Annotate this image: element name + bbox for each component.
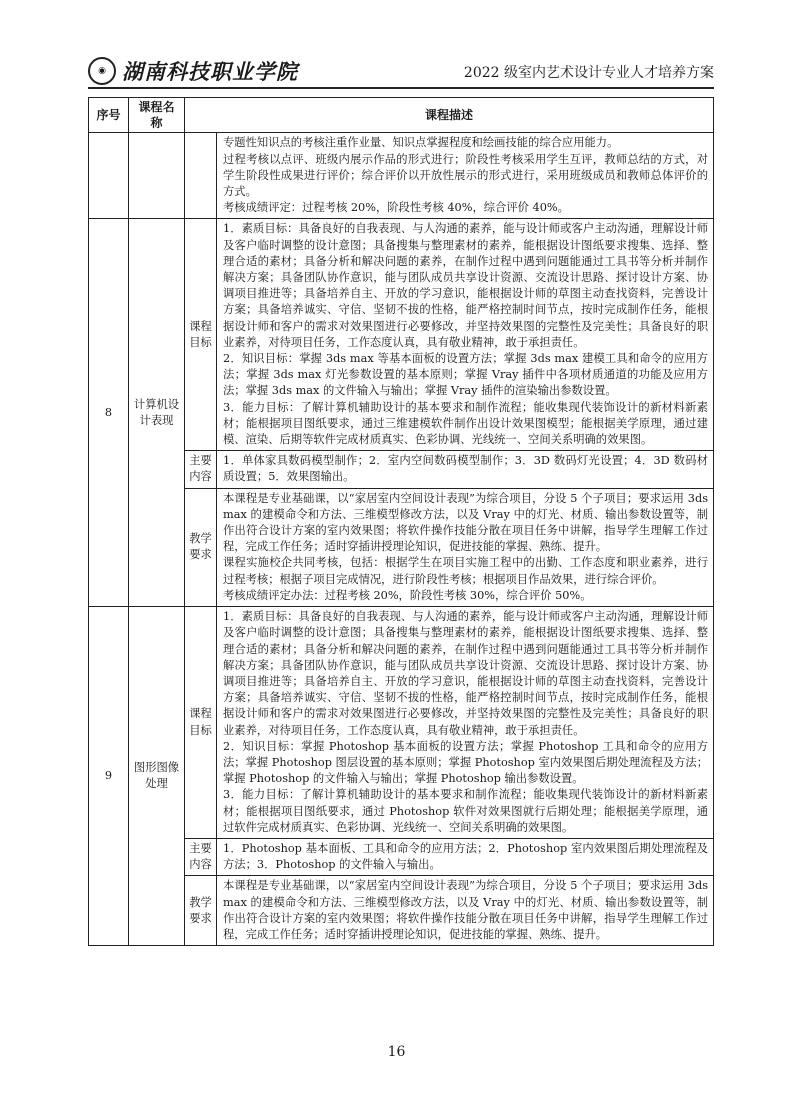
desc-paragraph: 本课程是专业基础课，以“家居室内空间设计表现”为综合项目，分设 5 个子项目；要求运用 3ds max 的建模命令和方法、三维模型修改方法，以及 Vray 中的灯光、材质、输出参数设置等，制作出符合设计方案的室内效果图；将软件操作技能分散在项目任务中讲解，指导学生理解工作过程，完成工作任务；适时穿插讲授理论知识，促进技能的掌握、熟练、提升。	[223, 491, 708, 554]
desc-paragraph: 3．能力目标：了解计算机辅助设计的基本要求和制作流程；能收集现代装饰设计的新材料新素材；能根据项目图纸要求，通过 Photoshop 软件对效果图就行后期处理；能根据美学原理，通过软件完成材质真实、色彩协调、光线统一、空间关系明确的效果图。	[223, 788, 708, 834]
header-no: 序号	[89, 98, 129, 133]
continuation-desc-cell	[217, 133, 714, 219]
desc-paragraph: 1．素质目标：具备良好的自我表现、与人沟通的素养，能与设计师或客户主动沟通，理解设计师及客户临时调整的设计意图；具备搜集与整理素材的素养，能根据设计图纸要求搜集、选择、整理合适的素材；具备分析和解决问题的素养，在制作过程中遇到问题能通过工具书等分析并制作解决方案；具备团队协作意识，能与团队成员共享设计资源、交流设计思路、探讨设计方案、协调项目推进等；具备培养自主、开放的学习意识，能根据设计师的草图主动查找资料，完善设计方案；具备培养诚实、守信、坚韧不拔的性格，能严格控制时间节点，按时完成制作任务，能根据设计师和客户的需求对效果图进行必要修改，并坚持效果图的完整性及完美性；具备良好的职业素养，对待项目任务，工作态度认真，具有敬业精神，敢于承担责任。	[223, 222, 708, 349]
course-number-cell: 8	[89, 219, 129, 607]
document-title: 2022 级室内艺术设计专业人才培养方案	[463, 65, 714, 81]
desc-paragraph: 3．能力目标：了解计算机辅助设计的基本要求和制作流程；能收集现代装饰设计的新材料新素材；能根据项目图纸要求，通过三维建模软件制作出设计效果图模型；能根据美学原理，通过建模、渲染、后期等软件完成材质真实、色彩协调、光线统一、空间关系明确的效果图。	[223, 400, 708, 447]
section-desc-cell	[217, 838, 714, 875]
college-logo	[88, 56, 298, 86]
section-desc-cell	[217, 451, 714, 488]
section-label-cell: 教学要求	[185, 876, 217, 946]
desc-paragraph: 考核成绩评定办法：过程考核 20%，阶段性考核 30%，综合评价 50%。	[223, 588, 592, 602]
section-desc-cell	[217, 219, 714, 451]
section-label-cell: 主要内容	[185, 451, 217, 488]
course-table	[88, 97, 714, 946]
table-header-row	[89, 98, 714, 133]
section-label-cell: 课程目标	[185, 607, 217, 839]
desc-paragraph: 1．素质目标：具备良好的自我表现、与人沟通的素养，能与设计师或客户主动沟通，理解设计师及客户临时调整的设计意图；具备搜集与整理素材的素养，能根据设计图纸要求搜集、选择、整理合适的素材；具备分析和解决问题的素养，在制作过程中遇到问题能通过工具书等分析并制作解决方案；具备团队协作意识，能与团队成员共享设计资源、交流设计思路、探讨设计方案、协调项目推进等；具备培养自主、开放的学习意识，能根据设计师的草图主动查找资料，完善设计方案；具备培养诚实、守信、坚韧不拔的性格，能严格控制时间节点，按时完成制作任务，能根据设计师和客户的需求对效果图进行必要修改，并坚持效果图的完整性及完美性；具备良好的职业素养，对待项目任务，工作态度认真，具有敬业精神，敢于承担责任。	[223, 610, 708, 737]
desc-paragraph: 本课程是专业基础课，以“家居室内空间设计表现”为综合项目，分设 5 个子项目；要求运用 3ds max 的建模命令和方法、三维模型修改方法，以及 Vray 中的灯光、材质、输出参数设置等，制作出符合设计方案的室内效果图；将软件操作技能分散在项目任务中讲解，指导学生理解工作过程，完成工作任务；适时穿插讲授理论知识，促进技能的掌握、熟练、提升。	[223, 879, 708, 941]
desc-paragraph: 考核成绩评定：过程考核 20%，阶段性考核 40%，综合评价 40%。	[223, 201, 569, 215]
desc-paragraph: 1．Photoshop 基本面板、工具和命令的应用方法；2．Photoshop 室内效果图后期处理流程及方法；3．Photoshop 的文件输入与输出。	[223, 841, 708, 872]
row-label-cell	[185, 133, 217, 219]
header-rule	[88, 87, 714, 89]
section-label-cell: 课程目标	[185, 219, 217, 451]
section-label-cell: 主要内容	[185, 838, 217, 875]
course-name-cell: 计算机设计表现	[129, 219, 185, 607]
desc-paragraph: 2．知识目标：掌握 3ds max 等基本面板的设置方法；掌握 3ds max 建模工具和命令的应用方法；掌握 3ds max 灯光参数设置的基本原则；掌握 Vray 插件中各项材质通道的功能及应用方法；掌握 3ds max 的文件输入与输出；掌握 Vray 插件的渲染输出参数设置。	[223, 352, 708, 398]
table-row	[89, 133, 714, 219]
college-seal-icon: ◉	[88, 57, 116, 85]
row-no-cell	[89, 133, 129, 219]
course-number-cell: 9	[89, 607, 129, 946]
desc-paragraph: 2．知识目标：掌握 Photoshop 基本面板的设置方法；掌握 Photoshop 工具和命令的应用方法；掌握 Photoshop 图层设置的基本原则；掌握 Photoshop 室内效果图后期处理流程及方法；掌握 Photoshop 的文件输入与输出；掌握 Photoshop 输出参数设置。	[223, 739, 708, 786]
desc-paragraph: 专题性知识点的考核注重作业量、知识点掌握程度和绘画技能的综合应用能力。	[223, 136, 619, 150]
desc-paragraph: 过程考核以点评、班级内展示作品的形式进行；阶段性考核采用学生互评，教师总结的方式，对学生阶段性成果进行评价；综合评价以开放性展示的形式进行，采用班级成员和教师总体评价的方式。	[223, 152, 708, 199]
section-label-cell: 教学要求	[185, 488, 217, 606]
desc-paragraph: 课程实施校企共同考核，包括：根据学生在项目实施工程中的出勤、工作态度和职业素养，进行过程考核；根据子项目完成情况，进行阶段性考核；根据项目作品效果，进行综合评价。	[223, 556, 708, 586]
section-desc-cell	[217, 488, 714, 606]
row-name-cell	[129, 133, 185, 219]
header-course-name: 课程名称	[129, 98, 185, 133]
header-course-desc: 课程描述	[185, 98, 714, 133]
table-row	[89, 219, 714, 451]
page-header	[88, 56, 714, 90]
page-number: 16	[387, 1044, 406, 1060]
section-desc-cell	[217, 607, 714, 839]
section-desc-cell	[217, 876, 714, 946]
college-name: 湖南科技职业学院	[122, 59, 298, 84]
table-row	[89, 607, 714, 839]
table-body	[89, 133, 714, 946]
course-name-cell: 图形图像处理	[129, 607, 185, 946]
desc-paragraph: 1．单体家具数码模型制作；2．室内空间数码模型制作；3．3D 数码灯光设置；4．3D 数码材质设置；5．效果图输出。	[223, 454, 708, 484]
